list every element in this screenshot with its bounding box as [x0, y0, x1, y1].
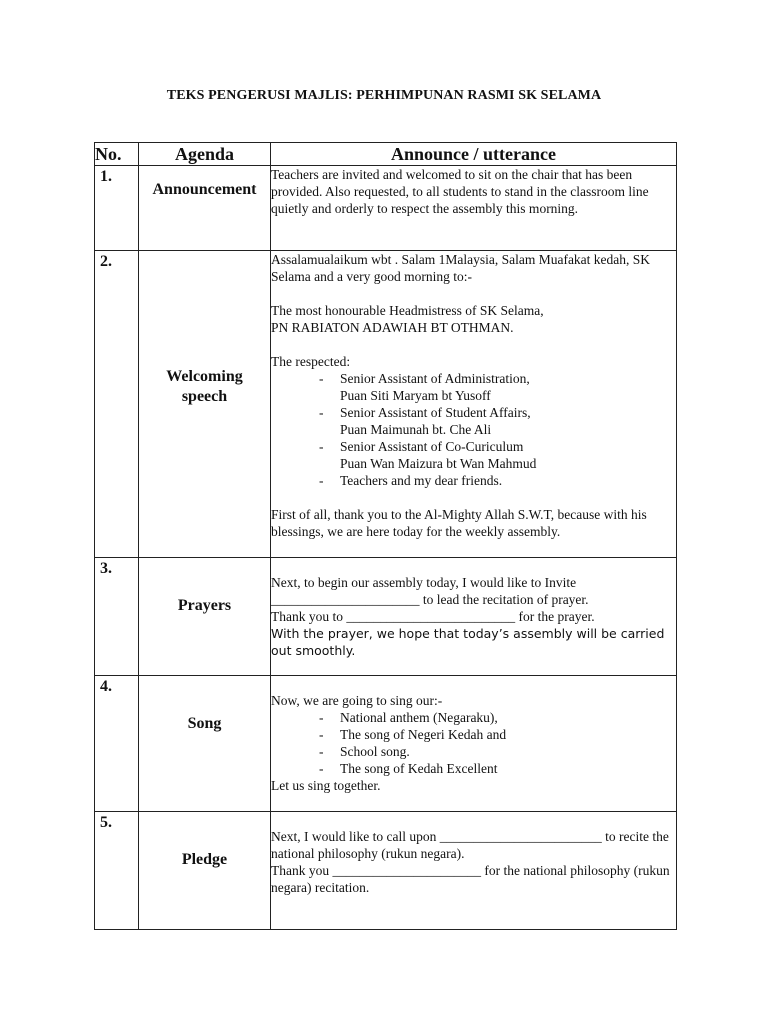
greeting-text: Assalamualaikum wbt . Salam 1Malaysia, Salam Muafakat kedah, SK Selama and a very good morning to:-	[271, 252, 651, 284]
table-row	[95, 251, 677, 558]
agenda-label: Pledge	[181, 851, 228, 868]
list-item: - Senior Assistant of Administration, Puan Siti Maryam bt Yusoff	[319, 370, 676, 404]
agenda-label: Prayers	[177, 597, 232, 614]
agenda-table	[94, 142, 677, 930]
song-outro: Let us sing together.	[271, 778, 381, 793]
table-row	[95, 166, 677, 251]
list-item: - Teachers and my dear friends.	[319, 472, 676, 489]
respected-label: The respected:	[271, 354, 351, 369]
agenda-label: speech	[181, 388, 228, 405]
pledge-call: Next, I would like to call upon ________________________ to recite the national philosophy (rukun negara).	[271, 829, 669, 861]
list-item: - National anthem (Negaraku),	[319, 709, 676, 726]
headmistress-title: The most honourable Headmistress of SK Selama,	[271, 303, 544, 318]
header-no: No.	[95, 143, 139, 166]
row-number: 5.	[100, 814, 112, 831]
pledge-thanks: Thank you ______________________ for the national philosophy (rukun negara) recitation.	[271, 863, 670, 895]
list-item: - The song of Negeri Kedah and	[319, 726, 676, 743]
header-announce: Announce / utterance	[271, 143, 677, 166]
list-item: - School song.	[319, 743, 676, 760]
table-row	[95, 812, 677, 930]
row-number: 4.	[100, 678, 112, 695]
prayer-invite: Next, to begin our assembly today, I would like to Invite	[271, 575, 577, 590]
header-agenda: Agenda	[139, 143, 271, 166]
agenda-label: Announcement	[152, 181, 257, 198]
row-number: 3.	[100, 560, 112, 577]
respected-list	[271, 370, 676, 489]
closing-text: First of all, thank you to the Al-Mighty Allah S.W.T, because with his blessings, we are here today for the weekly assembly.	[271, 507, 647, 539]
song-intro: Now, we are going to sing our:-	[271, 693, 443, 708]
list-item: - Senior Assistant of Co-Curiculum Puan Wan Maizura bt Wan Mahmud	[319, 438, 676, 472]
list-item: - Senior Assistant of Student Affairs, Puan Maimunah bt. Che Ali	[319, 404, 676, 438]
agenda-label: Welcoming	[166, 368, 243, 385]
prayer-blank-line: ______________________ to lead the recitation of prayer.	[271, 592, 589, 607]
table-row	[95, 676, 677, 812]
headmistress-name: PN RABIATON ADAWIAH BT OTHMAN.	[271, 320, 514, 335]
agenda-label: Song	[187, 715, 222, 732]
list-item: - The song of Kedah Excellent	[319, 760, 676, 777]
document-title: TEKS PENGERUSI MAJLIS: PERHIMPUNAN RASMI SK SELAMA	[166, 88, 602, 103]
table-row	[95, 558, 677, 676]
table-header-row	[95, 143, 677, 166]
prayer-hope: With the prayer, we hope that today’s assembly will be carried out smoothly.	[271, 626, 665, 658]
prayer-thanks: Thank you to _________________________ for the prayer.	[271, 609, 595, 624]
row-number: 2.	[100, 253, 112, 270]
song-list	[271, 709, 676, 777]
announcement-text: Teachers are invited and welcomed to sit on the chair that has been provided. Also requested, to all students to stand in the classroom line quietly and orderly to respect the assembly this morning.	[271, 167, 649, 216]
row-number: 1.	[100, 168, 112, 185]
